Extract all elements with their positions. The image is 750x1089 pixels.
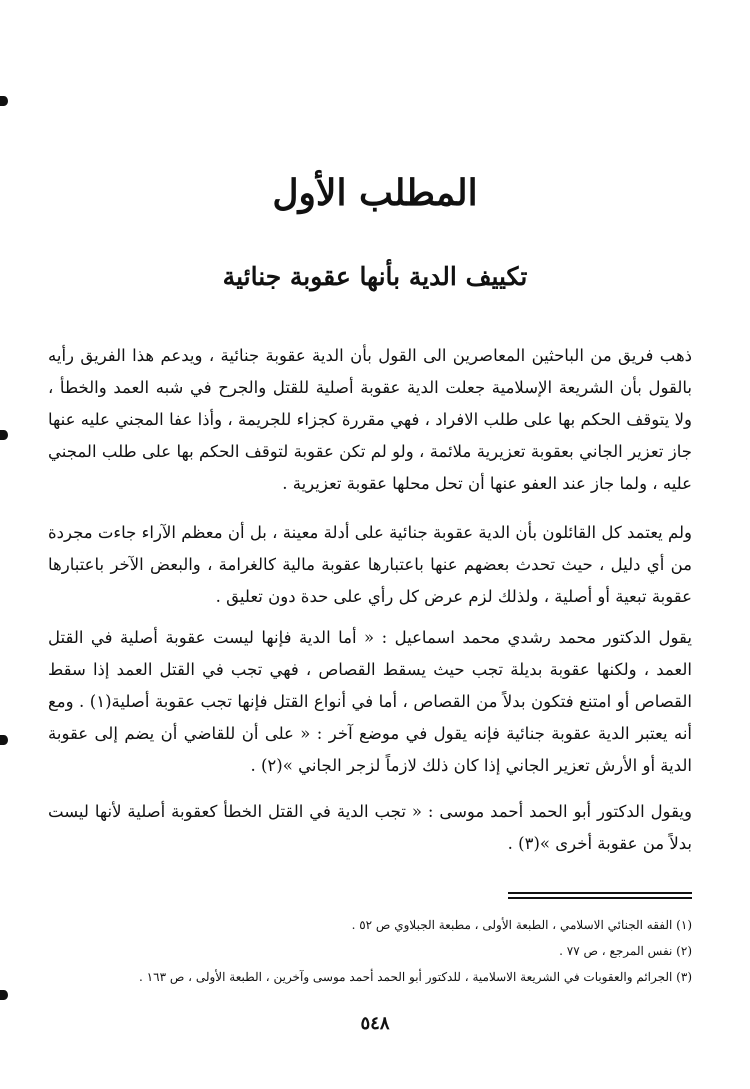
margin-mark bbox=[0, 990, 8, 1000]
footnote: (١) الفقه الجنائي الاسلامي ، الطبعة الأولى ، مطبعة الجبلاوي ص ٥٢ . bbox=[351, 918, 692, 932]
paragraph: ويقول الدكتور أبو الحمد أحمد موسى : « تجب الدية في القتل الخطأ كعقوبة أصلية لأنها ليست بدلاً من عقوبة أخرى »(٣) . bbox=[48, 802, 692, 853]
footnote-separator bbox=[508, 892, 692, 894]
page-number: ٥٤٨ bbox=[360, 1013, 390, 1034]
chapter-title: المطلب الأول bbox=[272, 172, 478, 214]
footnote: (٢) نفس المرجع ، ص ٧٧ . bbox=[559, 944, 692, 958]
margin-mark bbox=[0, 430, 8, 440]
section-title: تكييف الدية بأنها عقوبة جنائية bbox=[222, 262, 528, 291]
paragraph: يقول الدكتور محمد رشدي محمد اسماعيل : « أما الدية فإنها ليست عقوبة أصلية في القتل العمد ، ولكنها عقوبة بديلة تجب حيث يسقط القصاص ، فهي تجب في القتل العمد إذا سقط القصاص أو امتنع فتكون بدلاً من القصاص ، أما في أنواع القتل فإنها تجب عقوبة أصلية(١) . ومع أنه يعتبر الدية عقوبة جنائية فإنه يقول في موضع آخر : « على أن للقاضي أن يضم إلى عقوبة الدية أو الأرش تعزير الجاني إذا كان ذلك لازماً لزجر الجاني »(٢) . bbox=[48, 628, 692, 775]
margin-mark bbox=[0, 96, 8, 106]
footnote: (٣) الجرائم والعقوبات في الشريعة الاسلامية ، للدكتور أبو الحمد أحمد موسى وآخرين ، الطبعة الأولى ، ص ١٦٣ . bbox=[139, 970, 692, 984]
margin-mark bbox=[0, 735, 8, 745]
paragraph: ذهب فريق من الباحثين المعاصرين الى القول بأن الدية عقوبة جنائية ، ويدعم هذا الفريق رأيه بالقول بأن الشريعة الإسلامية جعلت الدية عقوبة أصلية للقتل والجرح في شبه العمد والخطأ ، ولا يتوقف الحكم بها على طلب الافراد ، فهي مقررة كجزاء للجريمة ، وأذا عفا المجني عليه عنها جاز تعزير الجاني بعقوبة تعزيرية ملائمة ، ولو لم تكن عقوبة لتوقف الحكم بها على طلب المجني عليه ، ولما جاز عند العفو عنها أن تحل محلها عقوبة تعزيرية . bbox=[48, 346, 692, 493]
footnotes bbox=[60, 912, 692, 990]
paragraph: ولم يعتمد كل القائلون بأن الدية عقوبة جنائية على أدلة معينة ، بل أن معظم الآراء جاءت مجردة من أي دليل ، حيث تحدث بعضهم عنها باعتبارها عقوبة مالية كالغرامة ، والبعض الآخر باعتبارها عقوبة تبعية أو أصلية ، ولذلك لزم عرض كل رأي على حدة دون تعليق . bbox=[48, 523, 692, 606]
footnote-separator bbox=[508, 897, 692, 899]
